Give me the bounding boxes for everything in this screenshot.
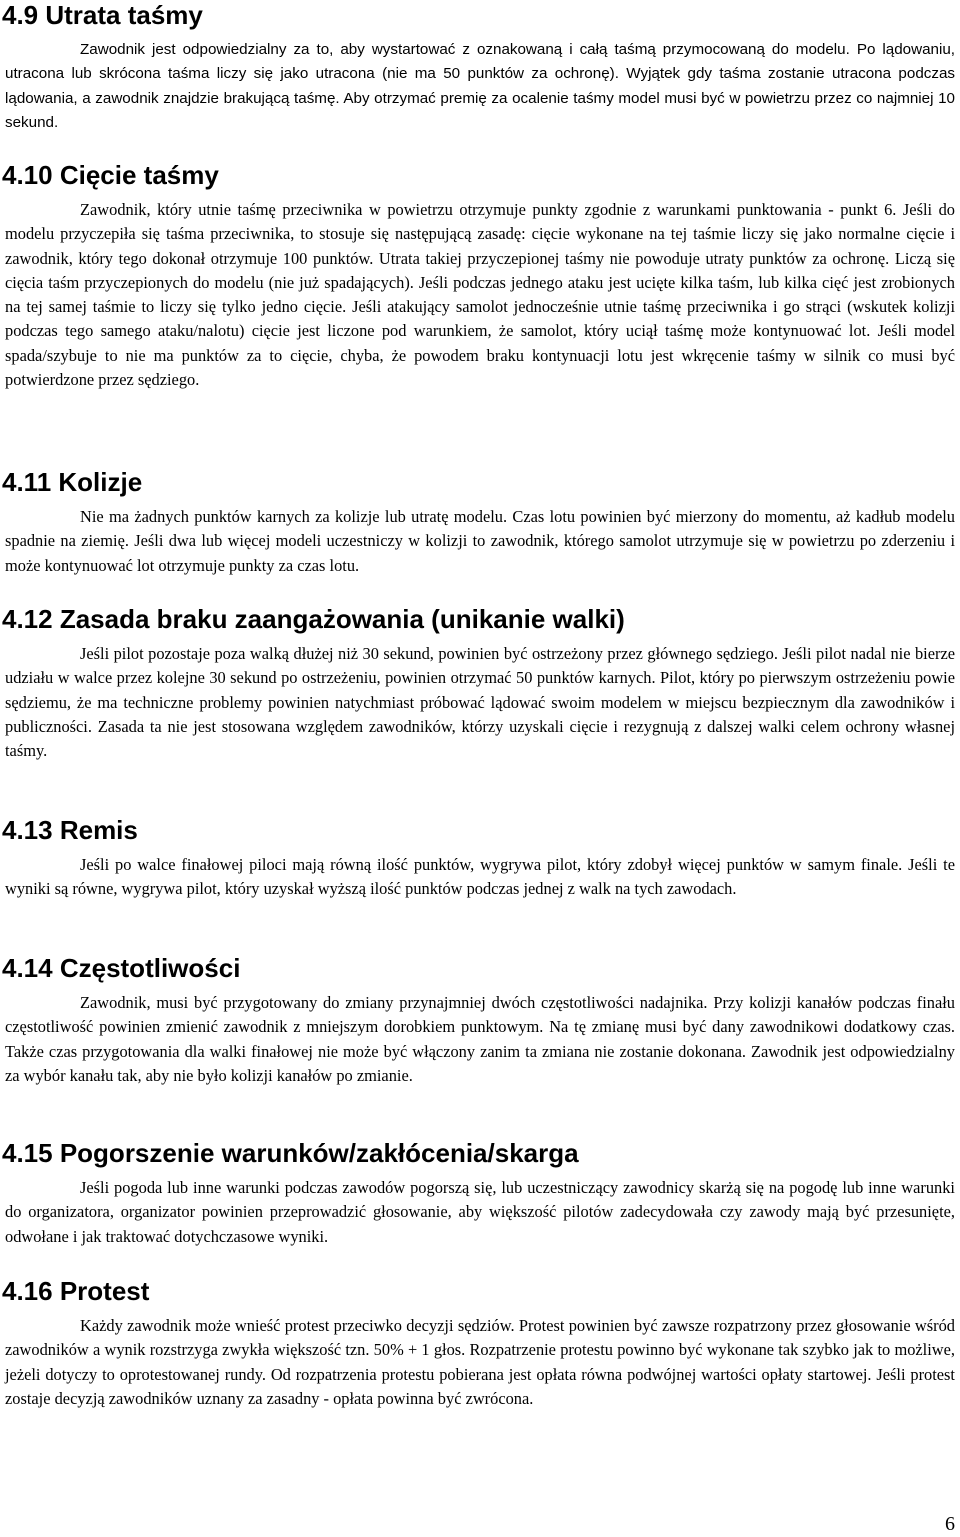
section-body: Jeśli pilot pozostaje poza walką dłużej niż 30 sekund, powinien być ostrzeżony przez głównego sędziego. Jeśli pilot nadal nie bierze udziału w walce przez kolejne 30 sekund po ostrzeżeniu, powinien otrzymać 50 punktów karnych. Pilot, który po pierwszym ostrzeżeniu powie sędziemu, że ma techniczne problemy powinien natychmiast próbować lądować swoim modelem w miejscu bezpiecznym dla zawodników i publiczności. Zasada ta nie jest stosowana względem zawodników, którzy uzyskali cięcie i rezygnują z dalszej walki celem ochrony własnej taśmy. bbox=[5, 644, 955, 761]
section-body: Każdy zawodnik może wnieść protest przeciwko decyzji sędziów. Protest powinien być zawsze rozpatrzony przez głosowanie wśród zawodników a wynik rozstrzyga zwykła większość tzn. 50% + 1 głos. Rozpatrzenie protestu powinno być wykonane tak szybko jak to możliwe, jeżeli dotyczy to oprotestowanej rundy. Od rozpatrzenia protestu pobierana jest opłata równa podwójnej wartości opłaty startowej. Jeśli protest zostaje decyzją zawodników uznany za zasadny - opłata powinna być zwrócona. bbox=[5, 1316, 955, 1408]
section-4-14-frequencies bbox=[2, 953, 955, 1088]
section-4-16-protest bbox=[2, 1276, 955, 1411]
section-4-9-tape-loss bbox=[2, 0, 955, 135]
section-body: Nie ma żadnych punktów karnych za kolizje lub utratę modelu. Czas lotu powinien być mierzony do momentu, aż kadłub modelu spadnie na ziemię. Jeśli dwa lub więcej modeli uczestniczy w kolizji to zawodnik, którego samolot utrzymuje się w powietrzu po zderzeniu i może kontynuować lot otrzymuje punkty za czas lotu. bbox=[5, 507, 955, 575]
section-body: Zawodnik, który utnie taśmę przeciwnika w powietrzu otrzymuje punkty zgodnie z warunkami punktowania - punkt 6. Jeśli do modelu przyczepiła się taśma przeciwnika, to stosuje się następującą zasadę: cięcie wykonane na tej taśmie liczy się jako normalne cięcie i zawodnik, który tego dokonał otrzymuje 100 punktów. Utrata takiej przyczepionej taśmy nie powoduje utraty punktów za ochronę. Liczą się cięcia taśm przyczepionych do modelu (nie już spadających). Jeśli podczas jednego ataku jest ucięte kilka taśm, lub kilka cięć jest zrobionych na tej samej taśmie to liczy się tylko jedno cięcie. Jeśli atakujący samolot jednocześnie utnie taśmę przeciwnika i go strąci (wskutek kolizji podczas tego samego ataku/nalotu) cięcie jest liczone pod warunkiem, że samolot, który uciął taśmę może kontynuować lot. Jeśli model spada/szybuje to nie ma punktów za to cięcie, chyba, że powodem braku kontynuacji lotu jest wkręcenie taśmy w silnik co musi być potwierdzone przez sędziego. bbox=[5, 200, 955, 390]
section-body: Zawodnik, musi być przygotowany do zmiany przynajmniej dwóch częstotliwości nadajnika. Przy kolizji kanałów podczas finału częstotliwość powinien zmienić zawodnik z mniejszym dorobkiem punktowym. Na tę zmianę musi być dany zawodnikowi dodatkowy czas. Także czas przygotowania dla walki finałowej nie może być włączony zanim ta zmiana nie zostanie dokonana. Zawodnik jest odpowiedzialny za wybór kanału tak, aby nie było kolizji kanałów po zmianie. bbox=[5, 993, 955, 1085]
section-body: Jeśli pogoda lub inne warunki podczas zawodów pogorszą się, lub uczestniczący zawodnicy skarżą się na pogodę lub inne warunki do organizatora, organizator powinien przeprowadzić głosowanie, aby większość pilotów zadecydowała czy zawody mają być przesunięte, odwołane i jak traktować dotychczasowe wyniki. bbox=[5, 1178, 955, 1246]
section-4-15-conditions-complaint bbox=[2, 1138, 955, 1249]
section-heading: 4.10 Cięcie taśmy bbox=[2, 160, 219, 190]
section-4-10-tape-cut bbox=[2, 160, 955, 392]
section-heading: 4.9 Utrata taśmy bbox=[2, 0, 203, 30]
section-4-11-collisions bbox=[2, 467, 955, 578]
section-heading: 4.13 Remis bbox=[2, 815, 138, 845]
section-body: Zawodnik jest odpowiedzialny za to, aby wystartować z oznakowaną i całą taśmą przymocowaną do modelu. Po lądowaniu, utracona lub skrócona taśma liczy się jako utracona (nie ma 50 punktów za ochronę). Wyjątek gdy taśma zostanie utracona podczas lądowania, a zawodnik znajdzie brakującą taśmę. Aby otrzymać premię za ocalenie taśmy model musi być w powietrzu przez co najmniej 10 sekund. bbox=[5, 41, 955, 131]
section-heading: 4.12 Zasada braku zaangażowania (unikanie walki) bbox=[2, 604, 625, 634]
section-heading: 4.16 Protest bbox=[2, 1276, 150, 1306]
page-number: 6 bbox=[945, 1513, 955, 1535]
section-body: Jeśli po walce finałowej piloci mają równą ilość punktów, wygrywa pilot, który zdobył więcej punktów w samym finale. Jeśli te wyniki są równe, wygrywa pilot, który uzyskał wyższą ilość punktów podczas jednej z walk na tych zawodach. bbox=[5, 855, 955, 899]
section-heading: 4.15 Pogorszenie warunków/zakłócenia/skarga bbox=[2, 1138, 579, 1168]
section-4-12-non-engagement bbox=[2, 604, 955, 763]
section-heading: 4.11 Kolizje bbox=[2, 467, 143, 497]
section-4-13-tie bbox=[2, 815, 955, 902]
section-heading: 4.14 Częstotliwości bbox=[2, 953, 241, 983]
